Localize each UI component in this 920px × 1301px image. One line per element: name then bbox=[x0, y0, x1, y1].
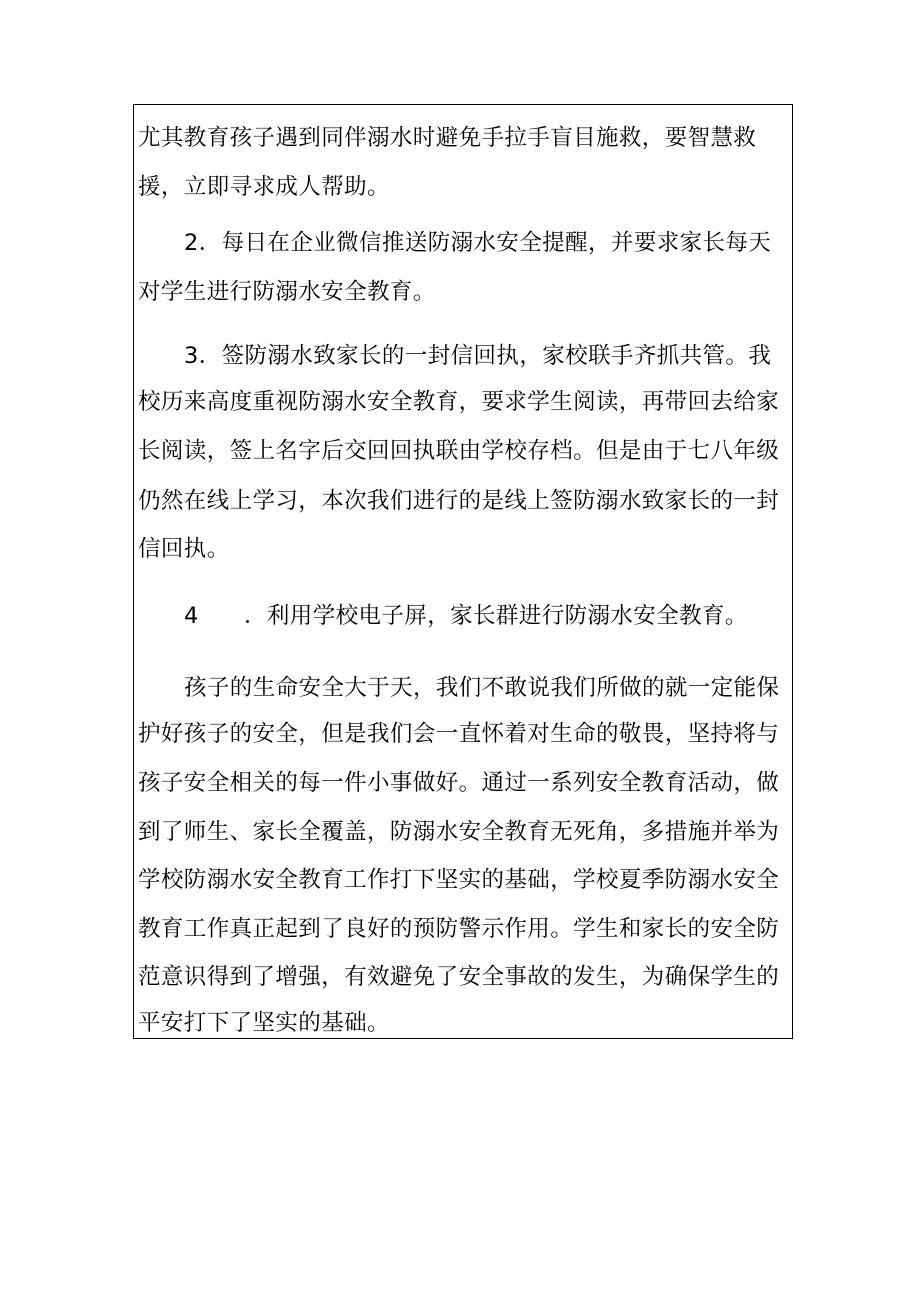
text-line: 孩子的生命安全大于天，我们不敢说我们所做的就一定能保 bbox=[184, 675, 780, 701]
text-line: 援，立即寻求成人帮助。 bbox=[138, 174, 390, 200]
text-line: 尤其教育孩子遇到同伴溺水时避免手拉手盲目施救，要智慧救 bbox=[138, 125, 757, 151]
text-line: 信回执。 bbox=[138, 536, 230, 562]
text-box bbox=[133, 104, 793, 1039]
text-line: 校历来高度重视防溺水安全教育，要求学生阅读，再带回去给家 bbox=[138, 389, 780, 415]
text-line: 长阅读，签上名字后交回回执联由学校存档。但是由于七八年级 bbox=[138, 438, 780, 464]
text-line: 对学生进行防溺水安全教育。 bbox=[138, 279, 436, 305]
text-line: 学校防溺水安全教育工作打下坚实的基础，学校夏季防溺水安全 bbox=[138, 867, 780, 893]
text-line: 仍然在线上学习，本次我们进行的是线上签防溺水致家长的一封 bbox=[138, 488, 780, 514]
text-line: 范意识得到了增强，有效避免了安全事故的发生，为确保学生的 bbox=[138, 964, 780, 990]
text-line: 教育工作真正起到了良好的预防警示作用。学生和家长的安全防 bbox=[138, 916, 780, 942]
list-number: 4 bbox=[184, 603, 199, 629]
text-line: 护好孩子的安全，但是我们会一直怀着对生命的敬畏，坚持将与 bbox=[138, 721, 780, 747]
text-line: 2．每日在企业微信推送防溺水安全提醒，并要求家长每天 bbox=[184, 230, 772, 256]
text-line: 3．签防溺水致家长的一封信回执，家校联手齐抓共管。我 bbox=[184, 343, 772, 369]
text-line: ．利用学校电子屏，家长群进行防溺水安全教育。 bbox=[244, 603, 748, 629]
text-line: 平安打下了坚实的基础。 bbox=[138, 1010, 390, 1036]
text-line: 到了师生、家长全覆盖，防溺水安全教育无死角，多措施并举为 bbox=[138, 819, 780, 845]
text-line: 孩子安全相关的每一件小事做好。通过一系列安全教育活动，做 bbox=[138, 770, 780, 796]
